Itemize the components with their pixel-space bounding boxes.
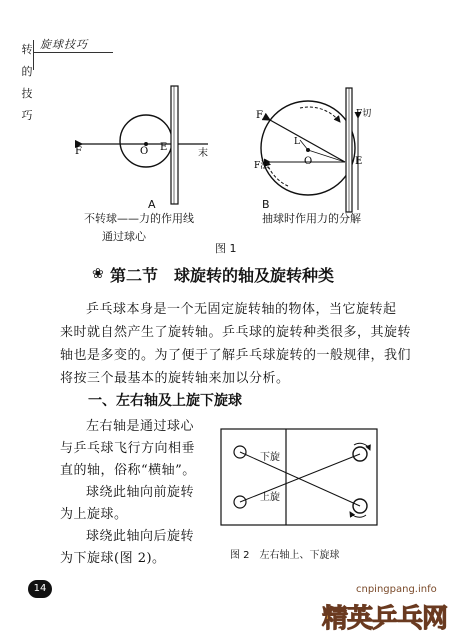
label-b-e: E: [355, 156, 363, 167]
section-title: 第二节 球旋转的轴及旋转种类: [110, 266, 335, 285]
running-title: 旋球技巧: [40, 38, 88, 51]
label-b-ffa: F法: [254, 161, 270, 171]
label-b-f: F: [256, 110, 263, 121]
label-a-f: F: [75, 146, 82, 157]
trajectory-up: [240, 454, 360, 502]
sub-line: 直的轴，俗称“横轴”。: [60, 463, 196, 478]
side-char: 巧: [21, 109, 33, 122]
side-char: 的: [21, 65, 33, 78]
diagram-b-caption: 抽球时作用力的分解: [262, 212, 361, 225]
diagram-a: [75, 86, 208, 204]
figure2-frame: [221, 429, 377, 525]
sub-paragraph: [60, 416, 220, 570]
intro-line: 将按三个最基本的旋转轴来加以分析。: [60, 371, 290, 386]
label-a-end: 末: [198, 148, 208, 159]
label-b-o: O: [304, 156, 313, 167]
figure2-diagram: [220, 428, 380, 528]
intro-line: 来时就自然产生了旋转轴。乒乓球的旋转种类很多，其旋转: [60, 325, 412, 340]
diagram-b: [254, 88, 371, 212]
sub-line: 左右轴是通过球心: [86, 419, 195, 434]
label-b-fq: F切: [356, 109, 372, 119]
rotation-arrow-bottom: [266, 160, 288, 186]
diagram-a-caption-2: 通过球心: [102, 230, 146, 243]
label-down-spin: 下旋: [260, 452, 280, 463]
watermark-url: cnpingpang.info: [356, 584, 437, 595]
sub-line: 为下旋球(图 2)。: [60, 551, 166, 566]
sub-line: 为上旋球。: [60, 507, 128, 522]
sub-line: 球绕此轴向后旋转: [86, 529, 195, 544]
side-char: 技: [21, 87, 33, 100]
label-up-spin: 上旋: [260, 492, 280, 503]
racket-a: [171, 86, 178, 204]
sub-line: 与乒乓球飞行方向相垂: [60, 441, 196, 456]
trajectory-down: [240, 452, 360, 506]
diagram-a-letter: A: [148, 198, 156, 211]
sub-line: 球绕此轴向前旋转: [86, 485, 195, 500]
diagram-b-letter: B: [262, 198, 270, 211]
label-a-o: O: [140, 146, 149, 157]
figure1-caption: 图 1: [215, 242, 237, 255]
diagram-a-caption-1: 不转球——力的作用线: [84, 212, 194, 225]
subheading: 一、左右轴及上旋下旋球: [88, 393, 242, 409]
intro-line: 轴也是多变的。为了便于了解乒乓球旋转的一般规律，我们: [60, 348, 412, 363]
intro-paragraph: [60, 298, 420, 390]
label-b-l: L: [294, 137, 300, 147]
intro-line: 乒乓球本身是一个无固定旋转轴的物体，当它旋转起: [86, 302, 397, 317]
ball-a: [120, 115, 172, 167]
watermark-logo: 精英乒乓网: [322, 604, 448, 634]
figure1-diagrams: [0, 0, 454, 260]
figure2-caption: 图 2 左右轴上、下旋球: [230, 550, 340, 561]
flower-ornament-icon: ❀: [92, 266, 104, 282]
page-number: 14: [28, 580, 52, 598]
label-a-e: E: [160, 142, 168, 153]
side-char: 转: [21, 43, 33, 56]
